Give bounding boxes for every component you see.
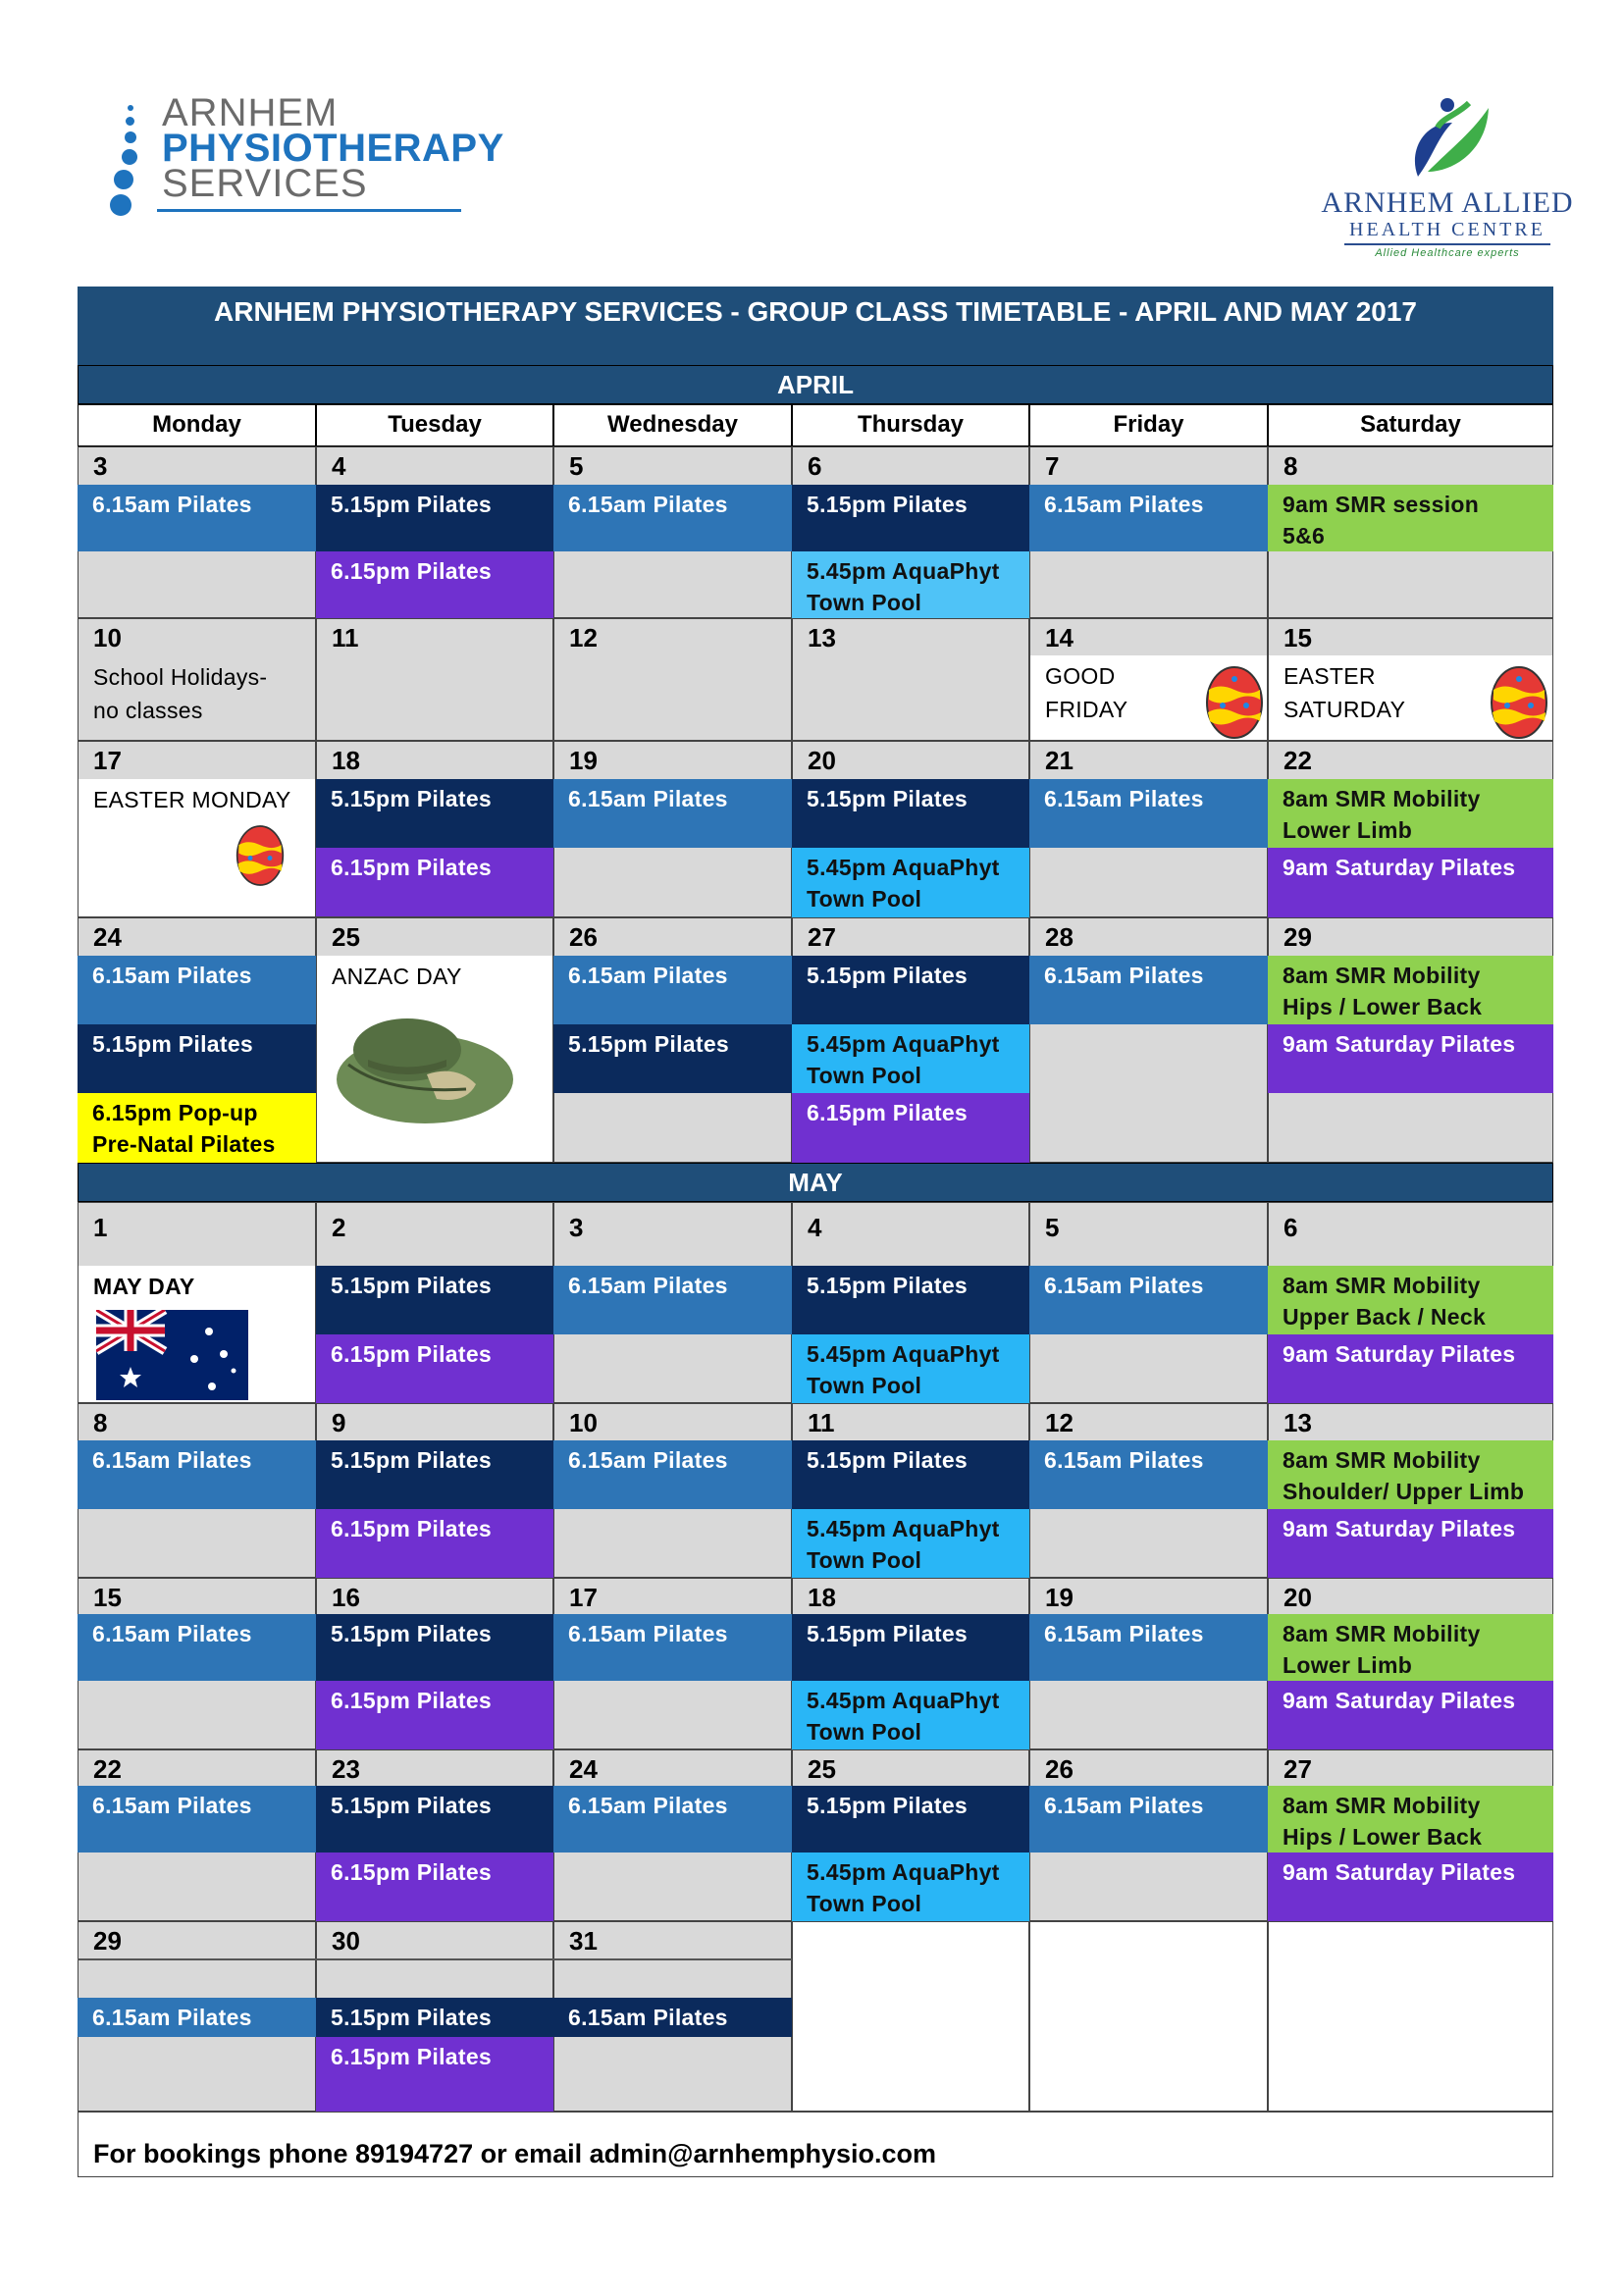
class-slot: 6.15am Pilates bbox=[1029, 1440, 1268, 1509]
easter-egg-icon bbox=[1490, 665, 1548, 740]
logo-word-arnhem: ARNHEM bbox=[162, 91, 339, 134]
logo-divider bbox=[1344, 243, 1550, 245]
class-line: 5.45pm AquaPhyt bbox=[807, 1031, 1000, 1057]
class-line: Town Pool bbox=[807, 1719, 922, 1745]
class-slot: 5.15pm Pilates bbox=[316, 1440, 553, 1509]
class-slot: 6.15am Pilates bbox=[553, 1266, 792, 1334]
note-line: FRIDAY bbox=[1045, 697, 1128, 722]
class-line: 8am SMR Mobility bbox=[1283, 1793, 1481, 1818]
class-slot bbox=[1268, 485, 1553, 551]
empty-cell bbox=[792, 1921, 1029, 2112]
class-slot bbox=[1268, 1440, 1553, 1509]
class-line: Hips / Lower Back bbox=[1283, 1824, 1483, 1850]
class-slot: 9am Saturday Pilates bbox=[1268, 1024, 1553, 1093]
date-number: 11 bbox=[332, 623, 359, 652]
date-number: 5 bbox=[569, 451, 584, 481]
logo-tagline: Allied Healthcare experts bbox=[1375, 247, 1520, 259]
date-number: 27 bbox=[1283, 1754, 1312, 1784]
australian-flag-icon bbox=[96, 1310, 248, 1400]
class-slot: 6.15am Pilates bbox=[78, 1998, 316, 2037]
day-header-thursday: Thursday bbox=[792, 404, 1029, 446]
class-line: Town Pool bbox=[807, 1373, 922, 1398]
date-number: 18 bbox=[332, 746, 360, 775]
class-slot: 5.15pm Pilates bbox=[78, 1024, 316, 1093]
class-slot bbox=[1268, 779, 1553, 848]
class-line: 5.45pm AquaPhyt bbox=[807, 1341, 1000, 1367]
class-slot: 5.15pm Pilates bbox=[792, 1786, 1029, 1852]
class-slot: 9am Saturday Pilates bbox=[1268, 1509, 1553, 1578]
person-leaf-icon bbox=[1398, 93, 1496, 182]
date-number: 19 bbox=[1045, 1583, 1074, 1612]
date-number: 2 bbox=[332, 1213, 346, 1242]
empty-cell bbox=[1268, 1921, 1553, 2112]
date-number: 13 bbox=[808, 623, 836, 652]
class-line: Town Pool bbox=[807, 886, 922, 912]
date-number: 9 bbox=[332, 1408, 346, 1437]
class-slot bbox=[1268, 956, 1553, 1024]
class-line: 9am SMR session bbox=[1283, 492, 1480, 517]
note-line: MAY DAY bbox=[93, 1274, 195, 1299]
date-number: 8 bbox=[1283, 451, 1298, 481]
class-line: Lower Limb bbox=[1283, 817, 1413, 843]
date-number: 17 bbox=[93, 746, 122, 775]
date-number: 22 bbox=[93, 1754, 122, 1784]
month-header-april: APRIL bbox=[78, 365, 1553, 404]
date-number: 26 bbox=[569, 922, 598, 952]
class-slot: 6.15am Pilates bbox=[1029, 1614, 1268, 1681]
easter-egg-icon bbox=[1205, 665, 1264, 740]
class-slot: 5.15pm Pilates bbox=[316, 1786, 553, 1852]
class-line: 8am SMR Mobility bbox=[1283, 1447, 1481, 1473]
class-line: 5.45pm AquaPhyt bbox=[807, 855, 1000, 880]
date-number: 29 bbox=[93, 1926, 122, 1956]
date-number: 30 bbox=[332, 1926, 360, 1956]
date-number: 1 bbox=[93, 1213, 108, 1242]
class-slot: 6.15am Pilates bbox=[1029, 779, 1268, 848]
calendar-cell bbox=[316, 618, 553, 741]
calendar-cell bbox=[792, 618, 1029, 741]
note-line: EASTER bbox=[1283, 663, 1376, 689]
class-slot bbox=[792, 1852, 1029, 1921]
class-slot: 6.15am Pilates bbox=[553, 1786, 792, 1852]
class-line: 8am SMR Mobility bbox=[1283, 786, 1481, 811]
date-number: 24 bbox=[93, 922, 122, 952]
class-slot: 6.15am Pilates bbox=[1029, 956, 1268, 1024]
date-number: 24 bbox=[569, 1754, 598, 1784]
date-number: 20 bbox=[1283, 1583, 1312, 1612]
class-line: 6.15pm Pop-up bbox=[92, 1100, 258, 1125]
class-line: Town Pool bbox=[807, 1891, 922, 1916]
date-number: 6 bbox=[808, 451, 822, 481]
date-number: 8 bbox=[93, 1408, 108, 1437]
class-slot: 5.15pm Pilates bbox=[316, 1266, 553, 1334]
class-slot: 5.15pm Pilates bbox=[316, 1998, 553, 2037]
class-slot: 6.15am Pilates bbox=[553, 485, 792, 551]
date-number: 11 bbox=[808, 1408, 835, 1437]
class-slot: 6.15pm Pilates bbox=[316, 1681, 553, 1749]
class-slot: 6.15pm Pilates bbox=[316, 848, 553, 916]
class-slot: 6.15am Pilates bbox=[78, 956, 316, 1024]
class-slot: 9am Saturday Pilates bbox=[1268, 1681, 1553, 1749]
date-number: 15 bbox=[1283, 623, 1312, 652]
class-line: Town Pool bbox=[807, 590, 922, 615]
class-slot: 6.15am Pilates bbox=[78, 1614, 316, 1681]
class-slot: 5.15pm Pilates bbox=[553, 1024, 792, 1093]
note-line: SATURDAY bbox=[1283, 697, 1406, 722]
class-line: 8am SMR Mobility bbox=[1283, 1621, 1481, 1646]
class-slot: 6.15am Pilates bbox=[553, 1440, 792, 1509]
class-slot bbox=[78, 1093, 316, 1163]
class-slot bbox=[792, 1334, 1029, 1403]
class-line: Upper Back / Neck bbox=[1283, 1304, 1487, 1330]
empty-cell bbox=[1029, 1921, 1268, 2112]
class-slot: 5.15pm Pilates bbox=[792, 1614, 1029, 1681]
class-slot bbox=[1268, 1786, 1553, 1852]
class-slot: 6.15am Pilates bbox=[1029, 1266, 1268, 1334]
class-slot: 6.15pm Pilates bbox=[316, 551, 553, 618]
class-line: 5&6 bbox=[1283, 523, 1326, 548]
date-number: 5 bbox=[1045, 1213, 1060, 1242]
date-number: 26 bbox=[1045, 1754, 1074, 1784]
class-slot: 5.15pm Pilates bbox=[792, 485, 1029, 551]
class-slot: 6.15am Pilates bbox=[553, 1614, 792, 1681]
date-number: 18 bbox=[808, 1583, 836, 1612]
date-number: 7 bbox=[1045, 451, 1060, 481]
day-header-tuesday: Tuesday bbox=[316, 404, 553, 446]
class-line: Hips / Lower Back bbox=[1283, 994, 1483, 1019]
date-number: 27 bbox=[808, 922, 836, 952]
logo-underline bbox=[157, 209, 461, 212]
note-line: EASTER MONDAY bbox=[93, 787, 291, 812]
class-line: Town Pool bbox=[807, 1063, 922, 1088]
date-number: 20 bbox=[808, 746, 836, 775]
class-slot bbox=[792, 551, 1029, 618]
class-slot: 6.15am Pilates bbox=[1029, 485, 1268, 551]
class-slot: 5.15pm Pilates bbox=[316, 1614, 553, 1681]
class-slot: 6.15pm Pilates bbox=[316, 2037, 553, 2112]
row-divider bbox=[78, 1958, 792, 1960]
arnhem-allied-health-logo bbox=[1315, 93, 1580, 260]
date-number: 15 bbox=[93, 1583, 122, 1612]
date-number: 19 bbox=[569, 746, 598, 775]
class-slot: 9am Saturday Pilates bbox=[1268, 1334, 1553, 1403]
date-number: 4 bbox=[808, 1213, 822, 1242]
date-number: 16 bbox=[332, 1583, 360, 1612]
class-slot bbox=[792, 848, 1029, 917]
date-number: 23 bbox=[332, 1754, 360, 1784]
date-number: 31 bbox=[569, 1926, 598, 1956]
class-slot: 5.15pm Pilates bbox=[316, 779, 553, 848]
class-slot: 6.15pm Pilates bbox=[792, 1093, 1029, 1163]
date-number: 3 bbox=[93, 451, 108, 481]
class-line: Lower Limb bbox=[1283, 1652, 1413, 1678]
class-slot: 5.15pm Pilates bbox=[316, 485, 553, 551]
date-number: 10 bbox=[569, 1408, 598, 1437]
date-number: 13 bbox=[1283, 1408, 1312, 1437]
day-header-friday: Friday bbox=[1029, 404, 1268, 446]
easter-egg-icon bbox=[236, 824, 285, 887]
calendar-cell bbox=[1029, 917, 1268, 1163]
day-header-saturday: Saturday bbox=[1268, 404, 1553, 446]
class-slot: 5.15pm Pilates bbox=[792, 779, 1029, 848]
date-number: 10 bbox=[93, 623, 122, 652]
class-slot: 5.15pm Pilates bbox=[792, 956, 1029, 1024]
month-header-may: MAY bbox=[78, 1163, 1553, 1202]
class-line: Shoulder/ Upper Limb bbox=[1283, 1479, 1525, 1504]
class-line: 5.45pm AquaPhyt bbox=[807, 1859, 1000, 1885]
class-slot: 5.15pm Pilates bbox=[792, 1440, 1029, 1509]
day-header-wednesday: Wednesday bbox=[553, 404, 792, 446]
class-slot: 6.15am Pilates bbox=[553, 779, 792, 848]
date-number: 25 bbox=[332, 922, 360, 952]
logo-arnhem-allied: ARNHEM ALLIED bbox=[1321, 186, 1574, 219]
date-number: 12 bbox=[1045, 1408, 1074, 1437]
class-slot: 6.15am Pilates bbox=[553, 1998, 792, 2037]
logo-health-centre: HEALTH CENTRE bbox=[1349, 219, 1545, 240]
class-line: Pre-Natal Pilates bbox=[92, 1131, 276, 1157]
date-number: 22 bbox=[1283, 746, 1312, 775]
class-line: 8am SMR Mobility bbox=[1283, 1273, 1481, 1298]
class-slot bbox=[792, 1024, 1029, 1093]
class-slot: 5.15pm Pilates bbox=[792, 1266, 1029, 1334]
class-line: 5.45pm AquaPhyt bbox=[807, 1688, 1000, 1713]
class-slot: 6.15am Pilates bbox=[1029, 1786, 1268, 1852]
class-slot bbox=[792, 1681, 1029, 1749]
logo-word-physiotherapy: PHYSIOTHERAPY bbox=[162, 127, 504, 170]
class-slot: 6.15am Pilates bbox=[78, 1440, 316, 1509]
note-line: no classes bbox=[93, 698, 203, 723]
class-slot: 9am Saturday Pilates bbox=[1268, 848, 1553, 917]
class-line: 5.45pm AquaPhyt bbox=[807, 1516, 1000, 1541]
arnhem-physiotherapy-logo bbox=[108, 91, 504, 221]
logo-word-services: SERVICES bbox=[162, 162, 368, 205]
date-number: 28 bbox=[1045, 922, 1074, 952]
date-number: 6 bbox=[1283, 1213, 1298, 1242]
date-number: 14 bbox=[1045, 623, 1074, 652]
slouch-hat-icon bbox=[329, 1006, 515, 1128]
class-slot: 6.15am Pilates bbox=[78, 1786, 316, 1852]
timetable-title: ARNHEM PHYSIOTHERAPY SERVICES - GROUP CLASS TIMETABLE - APRIL AND MAY 2017 bbox=[78, 287, 1553, 367]
day-header-monday: Monday bbox=[78, 404, 316, 446]
date-number: 17 bbox=[569, 1583, 598, 1612]
note-line: ANZAC DAY bbox=[332, 964, 462, 989]
class-slot: 6.15am Pilates bbox=[78, 485, 316, 551]
class-line: 5.45pm AquaPhyt bbox=[807, 558, 1000, 584]
date-number: 4 bbox=[332, 451, 346, 481]
class-line: 8am SMR Mobility bbox=[1283, 963, 1481, 988]
date-number: 25 bbox=[808, 1754, 836, 1784]
note-line: GOOD bbox=[1045, 663, 1116, 689]
class-slot: 6.15am Pilates bbox=[553, 956, 792, 1024]
date-number: 3 bbox=[569, 1213, 584, 1242]
class-slot: 6.15pm Pilates bbox=[316, 1509, 553, 1578]
class-slot bbox=[1268, 1266, 1553, 1334]
date-number: 12 bbox=[569, 623, 598, 652]
class-slot: 9am Saturday Pilates bbox=[1268, 1852, 1553, 1921]
class-slot: 6.15pm Pilates bbox=[316, 1334, 553, 1403]
class-line: Town Pool bbox=[807, 1547, 922, 1573]
class-slot bbox=[792, 1509, 1029, 1578]
class-slot bbox=[1268, 1614, 1553, 1681]
date-number: 29 bbox=[1283, 922, 1312, 952]
note-line: School Holidays- bbox=[93, 664, 268, 690]
class-slot: 6.15pm Pilates bbox=[316, 1852, 553, 1921]
date-number: 21 bbox=[1045, 746, 1074, 775]
booking-info: For bookings phone 89194727 or email admin@arnhemphysio.com bbox=[93, 2139, 937, 2168]
calendar-cell bbox=[553, 618, 792, 741]
calendar-cell bbox=[78, 618, 316, 741]
